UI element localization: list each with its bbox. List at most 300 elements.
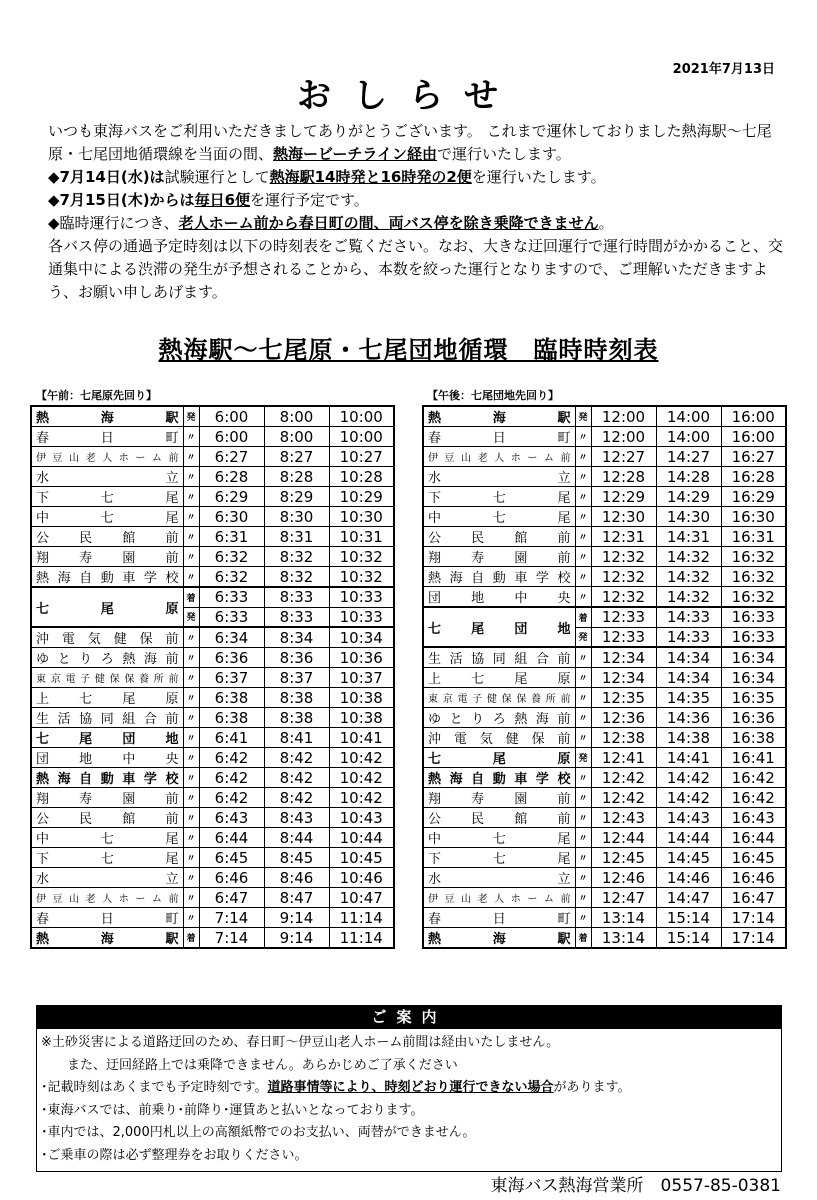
departure-time: 15:14 xyxy=(656,908,721,928)
departure-time: 16:30 xyxy=(721,507,786,527)
departure-time: 8:30 xyxy=(264,507,329,527)
stop-name: 伊豆山老人ホーム前 xyxy=(423,447,575,467)
stop-mark: 〃 xyxy=(575,828,591,848)
stop-mark: 〃 xyxy=(183,908,199,928)
stop-mark: 発 xyxy=(575,627,591,647)
stop-mark: 〃 xyxy=(183,527,199,547)
stop-mark: 〃 xyxy=(575,427,591,447)
stop-mark: 〃 xyxy=(183,547,199,567)
departure-time: 10:32 xyxy=(329,567,394,588)
stop-name: 下七尾 xyxy=(31,848,183,868)
stop-name: 公民館前 xyxy=(31,527,183,547)
stop-mark: 〃 xyxy=(183,487,199,507)
timetable-row xyxy=(31,928,394,949)
departure-time: 17:14 xyxy=(721,928,786,949)
departure-time: 12:30 xyxy=(591,507,656,527)
stop-name: 翔寿園前 xyxy=(423,547,575,567)
departure-time: 6:33 xyxy=(199,587,264,607)
departure-time: 8:34 xyxy=(264,627,329,648)
departure-time: 8:43 xyxy=(264,808,329,828)
timetable-row xyxy=(423,908,786,928)
departure-time: 12:32 xyxy=(591,547,656,567)
departure-time: 12:45 xyxy=(591,848,656,868)
departure-time: 16:42 xyxy=(721,768,786,788)
stop-name: 公民館前 xyxy=(423,527,575,547)
departure-time: 14:28 xyxy=(656,467,721,487)
stop-mark: 〃 xyxy=(183,427,199,447)
stop-mark: 〃 xyxy=(575,668,591,688)
departure-time: 14:34 xyxy=(656,647,721,668)
departure-time: 16:45 xyxy=(721,848,786,868)
am-timetable xyxy=(30,405,395,949)
stop-mark: 〃 xyxy=(183,708,199,728)
stop-mark: 〃 xyxy=(575,768,591,788)
timetable-row xyxy=(31,467,394,487)
departure-time: 8:27 xyxy=(264,447,329,467)
departure-time: 6:32 xyxy=(199,567,264,588)
departure-time: 10:43 xyxy=(329,808,394,828)
departure-time: 16:47 xyxy=(721,888,786,908)
stop-name: 中七尾 xyxy=(31,507,183,527)
stop-mark: 〃 xyxy=(575,788,591,808)
departure-time: 8:41 xyxy=(264,728,329,748)
departure-time: 12:36 xyxy=(591,708,656,728)
departure-time: 14:42 xyxy=(656,788,721,808)
departure-time: 14:47 xyxy=(656,888,721,908)
departure-time: 15:14 xyxy=(656,928,721,949)
timetable-row xyxy=(423,427,786,447)
departure-time: 12:27 xyxy=(591,447,656,467)
stop-name: 伊豆山老人ホーム前 xyxy=(31,447,183,467)
timetable-row xyxy=(31,587,394,607)
stop-mark: 発 xyxy=(183,607,199,627)
guide-line: ･車内では、2,000円札以上の高額紙幣でのお支払い、両替ができません。 xyxy=(41,1125,476,1140)
stop-name: 春日町 xyxy=(423,427,575,447)
departure-time: 6:27 xyxy=(199,447,264,467)
timetable-row xyxy=(423,447,786,467)
stop-name: 熱海駅 xyxy=(423,928,575,949)
departure-time: 10:00 xyxy=(329,427,394,447)
departure-time: 12:33 xyxy=(591,607,656,627)
timetable-row xyxy=(31,868,394,888)
stop-mark: 着 xyxy=(575,607,591,627)
departure-time: 8:42 xyxy=(264,788,329,808)
departure-time: 8:32 xyxy=(264,547,329,567)
stop-name: 翔寿園前 xyxy=(31,788,183,808)
stop-name: 熱海自動車学校 xyxy=(31,768,183,788)
departure-time: 12:29 xyxy=(591,487,656,507)
stop-mark: 発 xyxy=(183,406,199,427)
stop-name: ゆとりろ熱海前 xyxy=(423,708,575,728)
stop-name: 上七尾原 xyxy=(423,668,575,688)
timetable-row xyxy=(423,788,786,808)
departure-time: 7:14 xyxy=(199,928,264,949)
stop-name: 熱海駅 xyxy=(423,406,575,427)
departure-time: 14:46 xyxy=(656,868,721,888)
stop-name: 中七尾 xyxy=(31,828,183,848)
departure-time: 6:29 xyxy=(199,487,264,507)
notice-bullet-1: ◆7月14日(水)は試験運行として熱海駅14時発と16時発の2便を運行いたします。 xyxy=(48,168,606,186)
timetable-row xyxy=(423,748,786,768)
timetable-row xyxy=(423,487,786,507)
departure-time: 14:38 xyxy=(656,728,721,748)
departure-time: 11:14 xyxy=(329,908,394,928)
stop-name: 東京電子健保保養所前 xyxy=(423,688,575,708)
timetable-row xyxy=(31,688,394,708)
departure-time: 13:14 xyxy=(591,908,656,928)
departure-time: 6:32 xyxy=(199,547,264,567)
departure-time: 16:35 xyxy=(721,688,786,708)
timetable-row xyxy=(31,567,394,588)
stop-mark: 〃 xyxy=(183,748,199,768)
departure-time: 14:42 xyxy=(656,768,721,788)
departure-time: 16:38 xyxy=(721,728,786,748)
intro-paragraph-2: 各バス停の通過予定時刻は以下の時刻表をご覧ください。なお、大きな迂回運行で運行時間がかかること、交通集中による渋滞の発生が予想されることから、本数を絞った運行となりますので、ご理解いただきますよう、お願い申しあげます。 xyxy=(48,237,784,301)
stop-mark: 着 xyxy=(575,928,591,949)
stop-mark: 〃 xyxy=(183,507,199,527)
departure-time: 10:00 xyxy=(329,406,394,427)
stop-name: 熱海自動車学校 xyxy=(423,768,575,788)
departure-time: 14:44 xyxy=(656,828,721,848)
stop-name: 団地中央 xyxy=(31,748,183,768)
stop-name: 熱海自動車学校 xyxy=(423,567,575,587)
departure-time: 8:32 xyxy=(264,567,329,588)
stop-name: 七尾団地 xyxy=(31,728,183,748)
guide-body xyxy=(36,1029,782,1172)
departure-time: 17:14 xyxy=(721,908,786,928)
departure-time: 10:29 xyxy=(329,487,394,507)
departure-time: 8:42 xyxy=(264,768,329,788)
timetable-row xyxy=(31,748,394,768)
timetable-row xyxy=(423,467,786,487)
departure-time: 14:31 xyxy=(656,527,721,547)
departure-time: 16:33 xyxy=(721,627,786,647)
office-contact: 東海バス熱海営業所 0557-85-0381 xyxy=(490,1176,781,1196)
departure-time: 10:38 xyxy=(329,708,394,728)
timetable-row xyxy=(31,788,394,808)
stop-name: ゆとりろ熱海前 xyxy=(31,648,183,668)
departure-time: 12:31 xyxy=(591,527,656,547)
departure-time: 6:38 xyxy=(199,688,264,708)
stop-mark: 着 xyxy=(183,928,199,949)
departure-time: 6:31 xyxy=(199,527,264,547)
stop-mark: 〃 xyxy=(183,788,199,808)
stop-mark: 〃 xyxy=(183,848,199,868)
stop-mark: 〃 xyxy=(183,467,199,487)
stop-name: 熱海駅 xyxy=(31,928,183,949)
timetable-row xyxy=(31,447,394,467)
departure-time: 14:27 xyxy=(656,447,721,467)
stop-mark: 〃 xyxy=(575,587,591,608)
departure-time: 16:28 xyxy=(721,467,786,487)
stop-mark: 〃 xyxy=(575,487,591,507)
departure-time: 12:42 xyxy=(591,768,656,788)
stop-mark: 〃 xyxy=(575,908,591,928)
departure-time: 6:45 xyxy=(199,848,264,868)
timetable-title: 熱海駅〜七尾原・七尾団地循環 臨時時刻表 xyxy=(158,336,659,364)
departure-time: 6:46 xyxy=(199,868,264,888)
timetable-row xyxy=(31,908,394,928)
timetable-row xyxy=(423,507,786,527)
notice-bullet-2: ◆7月15日(木)からは毎日6便を運行予定です。 xyxy=(48,191,369,209)
departure-time: 16:34 xyxy=(721,668,786,688)
departure-time: 12:28 xyxy=(591,467,656,487)
stop-mark: 〃 xyxy=(575,547,591,567)
departure-time: 16:31 xyxy=(721,527,786,547)
departure-time: 16:29 xyxy=(721,487,786,507)
stop-name: 公民館前 xyxy=(31,808,183,828)
timetable-row xyxy=(31,406,394,427)
stop-name: 生活協同組合前 xyxy=(423,647,575,668)
departure-time: 12:46 xyxy=(591,868,656,888)
timetable-row xyxy=(31,648,394,668)
timetable-row xyxy=(31,427,394,447)
departure-time: 14:33 xyxy=(656,607,721,627)
guide-line: ･ご乗車の際は必ず整理券をお取りください。 xyxy=(41,1147,308,1163)
departure-time: 10:31 xyxy=(329,527,394,547)
departure-time: 14:29 xyxy=(656,487,721,507)
stop-mark: 〃 xyxy=(575,467,591,487)
departure-time: 14:00 xyxy=(656,427,721,447)
timetable-row xyxy=(31,487,394,507)
timetable-row xyxy=(31,668,394,688)
timetable-row xyxy=(423,708,786,728)
stop-name: 公民館前 xyxy=(423,808,575,828)
departure-time: 14:32 xyxy=(656,567,721,587)
departure-time: 14:34 xyxy=(656,668,721,688)
departure-time: 6:36 xyxy=(199,648,264,668)
timetable-row xyxy=(423,868,786,888)
timetable-row xyxy=(423,587,786,608)
stop-mark: 〃 xyxy=(575,848,591,868)
departure-time: 6:42 xyxy=(199,788,264,808)
stop-name: 沖電気健保前 xyxy=(423,728,575,748)
timetable-row xyxy=(423,808,786,828)
timetable-row xyxy=(423,527,786,547)
departure-time: 12:47 xyxy=(591,888,656,908)
timetable-row xyxy=(423,828,786,848)
departure-time: 6:41 xyxy=(199,728,264,748)
timetable-row xyxy=(31,888,394,908)
timetable-row xyxy=(423,888,786,908)
departure-time: 14:32 xyxy=(656,587,721,608)
pm-timetable-caption: 【午後：七尾団地先回り】 xyxy=(427,389,559,402)
departure-time: 10:30 xyxy=(329,507,394,527)
departure-time: 12:33 xyxy=(591,627,656,647)
departure-time: 12:41 xyxy=(591,748,656,768)
departure-time: 16:00 xyxy=(721,406,786,427)
departure-time: 8:29 xyxy=(264,487,329,507)
departure-time: 9:14 xyxy=(264,928,329,949)
stop-name: 水立 xyxy=(423,467,575,487)
timetable-row xyxy=(31,828,394,848)
notice-title: おしらせ xyxy=(297,76,520,116)
stop-mark: 〃 xyxy=(183,868,199,888)
departure-time: 8:00 xyxy=(264,427,329,447)
departure-time: 6:42 xyxy=(199,748,264,768)
departure-time: 16:32 xyxy=(721,587,786,608)
departure-time: 10:37 xyxy=(329,668,394,688)
departure-time: 16:27 xyxy=(721,447,786,467)
stop-mark: 〃 xyxy=(183,627,199,648)
stop-name: 伊豆山老人ホーム前 xyxy=(31,888,183,908)
stop-mark: 発 xyxy=(575,406,591,427)
guide-box xyxy=(36,1000,782,1172)
departure-time: 12:34 xyxy=(591,668,656,688)
departure-time: 16:43 xyxy=(721,808,786,828)
departure-time: 8:28 xyxy=(264,467,329,487)
stop-mark: 〃 xyxy=(183,888,199,908)
stop-name: 春日町 xyxy=(31,908,183,928)
departure-time: 6:00 xyxy=(199,427,264,447)
departure-time: 6:43 xyxy=(199,808,264,828)
stop-name: 生活協同組合前 xyxy=(31,708,183,728)
stop-mark: 着 xyxy=(183,587,199,607)
departure-time: 11:14 xyxy=(329,928,394,949)
departure-time: 6:42 xyxy=(199,768,264,788)
timetable-row xyxy=(31,527,394,547)
stop-name: 下七尾 xyxy=(31,487,183,507)
departure-time: 16:32 xyxy=(721,547,786,567)
departure-time: 16:34 xyxy=(721,647,786,668)
departure-time: 13:14 xyxy=(591,928,656,949)
stop-mark: 〃 xyxy=(575,808,591,828)
stop-mark: 〃 xyxy=(183,768,199,788)
departure-time: 12:42 xyxy=(591,788,656,808)
notice-bullet-3: ◆臨時運行につき、老人ホーム前から春日町の間、両バス停を除き乗降できません。 xyxy=(48,214,614,232)
timetable-row xyxy=(31,848,394,868)
stop-mark: 〃 xyxy=(183,567,199,588)
timetable-row xyxy=(423,567,786,587)
guide-line: ･東海バスでは、前乗り･前降り･運賃あと払いとなっております。 xyxy=(41,1102,424,1118)
timetable-row xyxy=(423,928,786,949)
timetable-row xyxy=(31,768,394,788)
timetable-row xyxy=(423,547,786,567)
stop-name: 熱海自動車学校 xyxy=(31,567,183,588)
stop-name: 水立 xyxy=(423,868,575,888)
guide-line: また、迂回経路上では乗降できません。あらかじめご了承ください xyxy=(67,1057,458,1073)
stop-name: 東京電子健保保養所前 xyxy=(31,668,183,688)
intro-paragraph-1: いつも東海バスをご利用いただきましてありがとうございます。 これまで運休しておりました熱海駅〜七尾原・七尾団地循環線を当面の間、熱海ービーチライン経由で運行いたします。 xyxy=(48,122,772,163)
stop-name: 七尾原 xyxy=(31,587,183,627)
timetable-row xyxy=(31,547,394,567)
departure-time: 14:45 xyxy=(656,848,721,868)
stop-mark: 〃 xyxy=(575,688,591,708)
stop-mark: 〃 xyxy=(575,447,591,467)
departure-time: 14:36 xyxy=(656,708,721,728)
stop-mark: 〃 xyxy=(183,728,199,748)
stop-mark: 〃 xyxy=(575,708,591,728)
departure-time: 14:32 xyxy=(656,547,721,567)
stop-name: 七尾団地 xyxy=(423,607,575,647)
departure-time: 10:46 xyxy=(329,868,394,888)
timetable-row xyxy=(31,708,394,728)
notice-date: 2021年7月13日 xyxy=(672,62,775,77)
departure-time: 12:32 xyxy=(591,587,656,608)
departure-time: 10:42 xyxy=(329,768,394,788)
departure-time: 10:45 xyxy=(329,848,394,868)
stop-mark: 〃 xyxy=(183,808,199,828)
departure-time: 14:33 xyxy=(656,627,721,647)
stop-name: 春日町 xyxy=(31,427,183,447)
departure-time: 12:00 xyxy=(591,406,656,427)
departure-time: 16:00 xyxy=(721,427,786,447)
departure-time: 9:14 xyxy=(264,908,329,928)
departure-time: 8:36 xyxy=(264,648,329,668)
departure-time: 8:38 xyxy=(264,708,329,728)
timetable-row xyxy=(423,647,786,668)
pm-timetable xyxy=(422,405,787,949)
departure-time: 6:37 xyxy=(199,668,264,688)
departure-time: 10:41 xyxy=(329,728,394,748)
stop-name: 中七尾 xyxy=(423,828,575,848)
departure-time: 6:34 xyxy=(199,627,264,648)
departure-time: 8:47 xyxy=(264,888,329,908)
departure-time: 8:00 xyxy=(264,406,329,427)
stop-name: 下七尾 xyxy=(423,848,575,868)
stop-mark: 〃 xyxy=(575,527,591,547)
departure-time: 6:28 xyxy=(199,467,264,487)
departure-time: 16:44 xyxy=(721,828,786,848)
departure-time: 10:33 xyxy=(329,587,394,607)
stop-mark: 〃 xyxy=(183,648,199,668)
stop-name: 中七尾 xyxy=(423,507,575,527)
departure-time: 8:33 xyxy=(264,587,329,607)
departure-time: 16:33 xyxy=(721,607,786,627)
departure-time: 16:32 xyxy=(721,567,786,587)
departure-time: 8:42 xyxy=(264,748,329,768)
departure-time: 10:42 xyxy=(329,748,394,768)
stop-mark: 〃 xyxy=(183,668,199,688)
stop-name: 上七尾原 xyxy=(31,688,183,708)
timetable-row xyxy=(31,728,394,748)
departure-time: 16:36 xyxy=(721,708,786,728)
departure-time: 10:47 xyxy=(329,888,394,908)
departure-time: 10:32 xyxy=(329,547,394,567)
stop-name: 伊豆山老人ホーム前 xyxy=(423,888,575,908)
departure-time: 14:00 xyxy=(656,406,721,427)
departure-time: 16:46 xyxy=(721,868,786,888)
stop-mark: 〃 xyxy=(575,868,591,888)
timetable-row xyxy=(423,848,786,868)
departure-time: 10:42 xyxy=(329,788,394,808)
guide-line: ･記載時刻はあくまでも予定時刻です。道路事情等により、時刻どおり運行できない場合があります。 xyxy=(41,1080,631,1095)
stop-mark: 〃 xyxy=(575,728,591,748)
departure-time: 12:38 xyxy=(591,728,656,748)
timetable-row xyxy=(423,607,786,627)
departure-time: 10:36 xyxy=(329,648,394,668)
departure-time: 14:35 xyxy=(656,688,721,708)
departure-time: 12:34 xyxy=(591,647,656,668)
departure-time: 8:38 xyxy=(264,688,329,708)
departure-time: 6:47 xyxy=(199,888,264,908)
departure-time: 6:30 xyxy=(199,507,264,527)
stop-mark: 〃 xyxy=(575,567,591,587)
departure-time: 12:44 xyxy=(591,828,656,848)
stop-name: 翔寿園前 xyxy=(423,788,575,808)
stop-mark: 〃 xyxy=(575,507,591,527)
departure-time: 10:44 xyxy=(329,828,394,848)
stop-mark: 〃 xyxy=(575,888,591,908)
stop-mark: 発 xyxy=(575,748,591,768)
departure-time: 6:44 xyxy=(199,828,264,848)
departure-time: 7:14 xyxy=(199,908,264,928)
departure-time: 12:43 xyxy=(591,808,656,828)
departure-time: 12:00 xyxy=(591,427,656,447)
stop-name: 団地中央 xyxy=(423,587,575,608)
departure-time: 8:31 xyxy=(264,527,329,547)
stop-mark: 〃 xyxy=(183,688,199,708)
